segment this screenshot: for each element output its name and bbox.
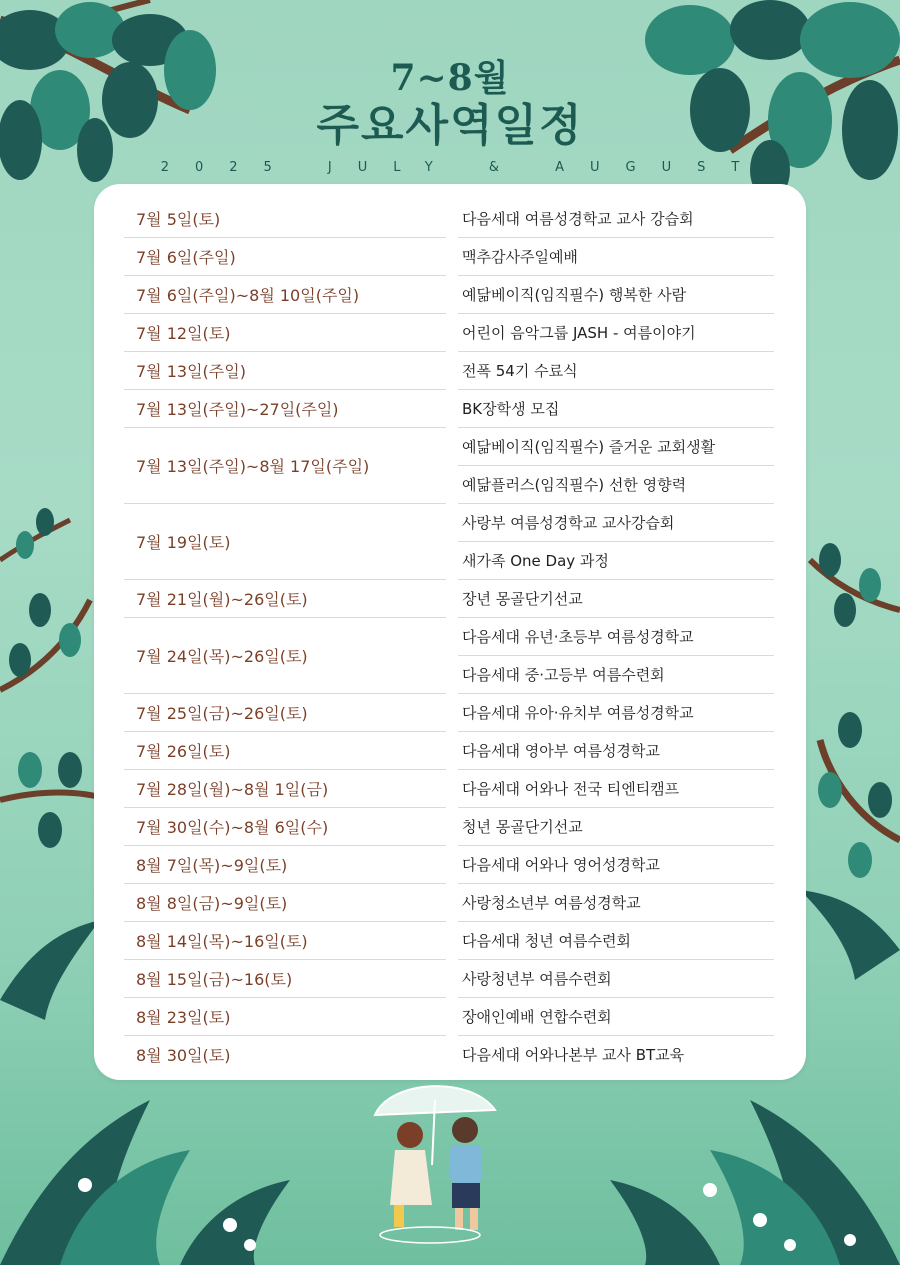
schedule-date: 8월 30일(토): [136, 1046, 231, 1065]
table-row: [124, 390, 774, 428]
children-illustration-icon: [380, 1117, 482, 1243]
column-gap: [446, 1036, 458, 1074]
schedule-card: [94, 184, 806, 1080]
schedule-date: 7월 6일(주일): [124, 238, 446, 276]
schedule-date: 7월 13일(주일)~8월 17일(주일): [124, 428, 446, 504]
table-row: [124, 884, 774, 922]
schedule-date: 7월 21일(월)~26일(토): [124, 580, 446, 618]
schedule-event: 어린이 음악그룹 JASH - 여름이야기: [458, 314, 774, 352]
page-title-months: 7~8월: [390, 57, 510, 99]
table-row: [124, 504, 774, 542]
schedule-table: [124, 200, 774, 1073]
schedule-date: 7월 12일(토): [124, 314, 446, 352]
table-row: [124, 808, 774, 846]
page-subtitle: 2025 JULY & AUGUST: [160, 160, 766, 175]
schedule-event: 사랑청소년부 여름성경학교: [458, 884, 774, 922]
schedule-date: 7월 13일(주일)~27일(주일): [124, 390, 446, 428]
schedule-event: 새가족 One Day 과정: [458, 542, 774, 580]
schedule-date: 7월 30일(수)~8월 6일(수): [124, 808, 446, 846]
schedule-event: 다음세대 유아·유치부 여름성경학교: [458, 694, 774, 732]
title-block: [0, 58, 900, 152]
schedule-date: 7월 24일(목)~26일(토): [124, 618, 446, 694]
page-title: 주요사역일정: [316, 100, 584, 151]
table-row: [124, 580, 774, 618]
schedule-date: 7월 26일(토): [124, 732, 446, 770]
table-row: [124, 200, 774, 238]
column-gap: [446, 618, 458, 694]
schedule-event: 장애인예배 연합수련회: [458, 998, 774, 1036]
schedule-event: 예닮베이직(임직필수) 즐거운 교회생활: [458, 428, 774, 466]
schedule-event: 사랑부 여름성경학교 교사강습회: [458, 504, 774, 542]
table-row: [124, 1036, 774, 1074]
schedule-date: 8월 14일(목)~16일(토): [124, 922, 446, 960]
column-gap: [446, 694, 458, 732]
schedule-date: 8월 7일(목)~9일(토): [124, 846, 446, 884]
schedule-date: 8월 15일(금)~16(토): [124, 960, 446, 998]
column-gap: [446, 808, 458, 846]
table-row: [124, 428, 774, 466]
column-gap: [446, 846, 458, 884]
column-gap: [446, 428, 458, 504]
schedule-event: 맥추감사주일예배: [458, 238, 774, 276]
schedule-event: 예닮베이직(임직필수) 행복한 사람: [458, 276, 774, 314]
column-gap: [446, 390, 458, 428]
schedule-date: 7월 25일(금)~26일(토): [124, 694, 446, 732]
schedule-event: 다음세대 중·고등부 여름수련회: [458, 656, 774, 694]
table-row: [124, 276, 774, 314]
table-row: [124, 314, 774, 352]
table-row: [124, 960, 774, 998]
table-row: [124, 618, 774, 656]
schedule-date: 8월 8일(금)~9일(토): [124, 884, 446, 922]
schedule-event: 사랑청년부 여름수련회: [458, 960, 774, 998]
schedule-date: 7월 6일(주일)~8월 10일(주일): [124, 276, 446, 314]
schedule-date: 7월 13일(주일): [124, 352, 446, 390]
column-gap: [446, 314, 458, 352]
column-gap: [446, 352, 458, 390]
table-row: [124, 770, 774, 808]
schedule-event: 다음세대 여름성경학교 교사 강습회: [458, 200, 774, 238]
column-gap: [446, 504, 458, 580]
schedule-event: 다음세대 어와나 영어성경학교: [458, 846, 774, 884]
leaf-icon: [810, 543, 900, 878]
schedule-event: 청년 몽골단기선교: [458, 808, 774, 846]
schedule-date: 8월 23일(토): [124, 998, 446, 1036]
column-gap: [446, 960, 458, 998]
column-gap: [446, 922, 458, 960]
column-gap: [446, 276, 458, 314]
table-row: [124, 352, 774, 390]
table-row: [124, 732, 774, 770]
schedule-event: 다음세대 청년 여름수련회: [458, 922, 774, 960]
column-gap: [446, 884, 458, 922]
schedule-event: 다음세대 유년·초등부 여름성경학교: [458, 618, 774, 656]
schedule-event: 다음세대 어와나본부 교사 BT교육: [462, 1046, 685, 1064]
column-gap: [446, 770, 458, 808]
table-row: [124, 998, 774, 1036]
column-gap: [446, 998, 458, 1036]
table-row: [124, 694, 774, 732]
column-gap: [446, 238, 458, 276]
schedule-event: BK장학생 모집: [458, 390, 774, 428]
column-gap: [446, 200, 458, 238]
schedule-event: 다음세대 어와나 전국 티엔티캠프: [458, 770, 774, 808]
column-gap: [446, 580, 458, 618]
table-row: [124, 846, 774, 884]
schedule-date: 7월 5일(토): [124, 200, 446, 238]
schedule-date: 7월 19일(토): [124, 504, 446, 580]
table-row: [124, 922, 774, 960]
column-gap: [446, 732, 458, 770]
schedule-event: 전폭 54기 수료식: [458, 352, 774, 390]
schedule-event: 예닮플러스(임직필수) 선한 영향력: [458, 466, 774, 504]
schedule-event: 장년 몽골단기선교: [458, 580, 774, 618]
table-row: [124, 238, 774, 276]
schedule-event: 다음세대 영아부 여름성경학교: [458, 732, 774, 770]
schedule-date: 7월 28일(월)~8월 1일(금): [124, 770, 446, 808]
